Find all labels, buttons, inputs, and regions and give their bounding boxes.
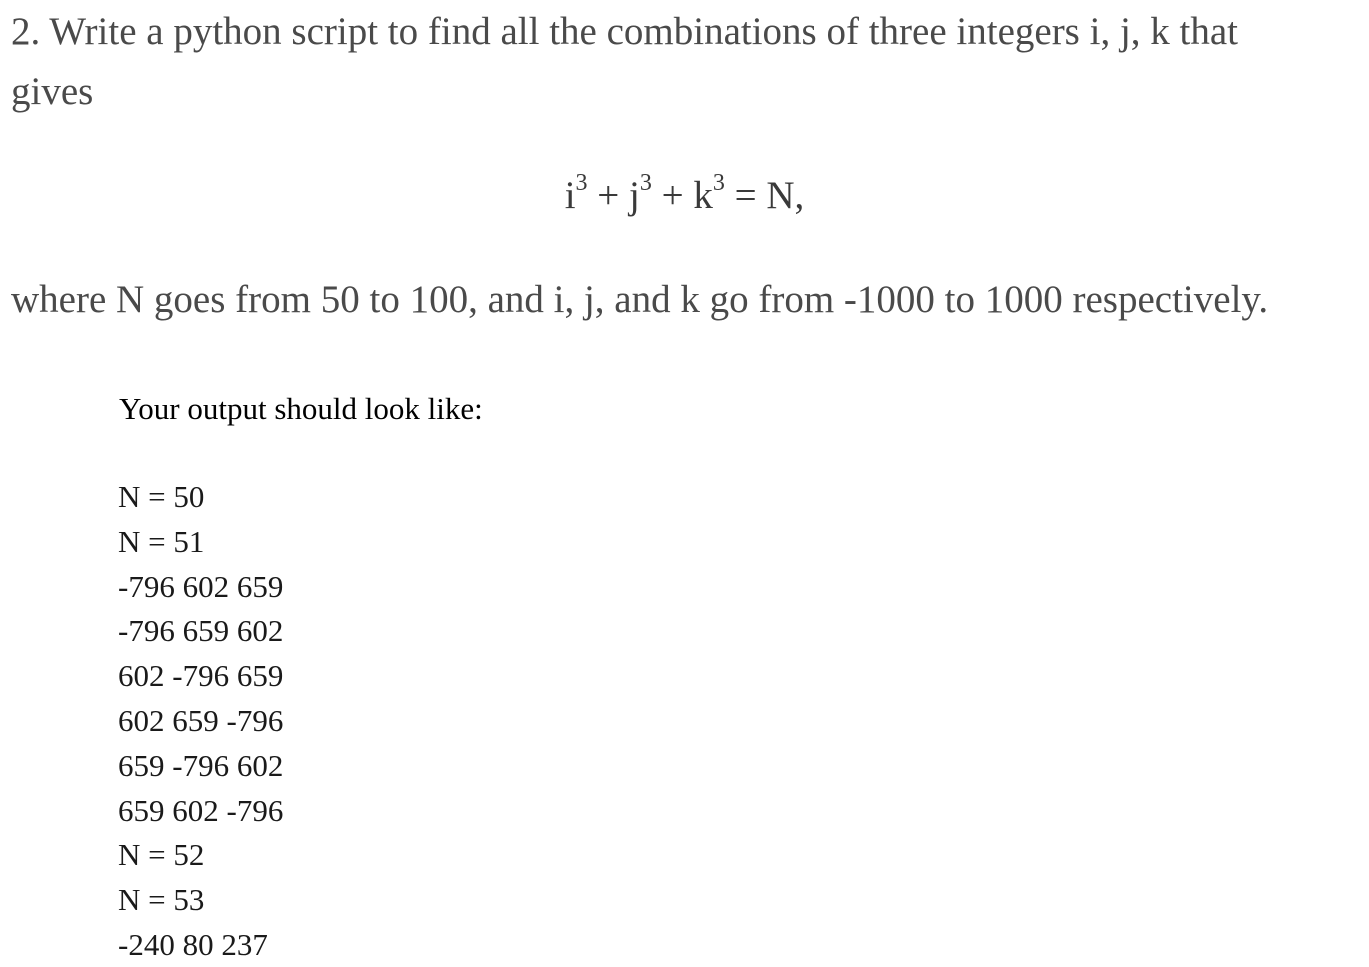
output-line: 659 -796 602 — [118, 747, 284, 783]
output-line: 602 -796 659 — [118, 658, 284, 694]
equation-plus: + — [597, 174, 620, 217]
output-line: -796 602 659 — [118, 568, 284, 604]
cube-sum-equation — [0, 170, 1369, 222]
output-line: N = 52 — [118, 837, 205, 873]
question-text-line1: 2. Write a python script to find all the combinations of three integers i, j, k that — [11, 10, 1239, 53]
output-line: N = 51 — [118, 523, 205, 559]
equation-exponent: 3 — [712, 170, 725, 196]
range-description: where N goes from 50 to 100, and i, j, and k go from -1000 to 1000 respectively. — [11, 278, 1269, 321]
equation-exponent: 3 — [639, 170, 652, 196]
output-line: 659 602 -796 — [118, 792, 284, 828]
equation-var-k: k — [693, 174, 713, 217]
output-line: N = 50 — [118, 479, 205, 514]
output-intro: Your output should look like: — [119, 391, 483, 426]
equation-var-i: i — [564, 174, 576, 217]
equation-rhs: = N, — [734, 174, 805, 217]
output-line: N = 53 — [118, 882, 205, 918]
question-text-line2: gives — [11, 70, 94, 113]
output-line: -796 659 602 — [118, 613, 284, 649]
equation-exponent: 3 — [575, 170, 588, 196]
sample-output-list — [118, 475, 283, 967]
equation-plus: + — [661, 174, 684, 217]
output-line: -240 80 237 — [118, 926, 268, 962]
output-line: 602 659 -796 — [118, 702, 284, 738]
equation-var-j: j — [629, 174, 640, 217]
